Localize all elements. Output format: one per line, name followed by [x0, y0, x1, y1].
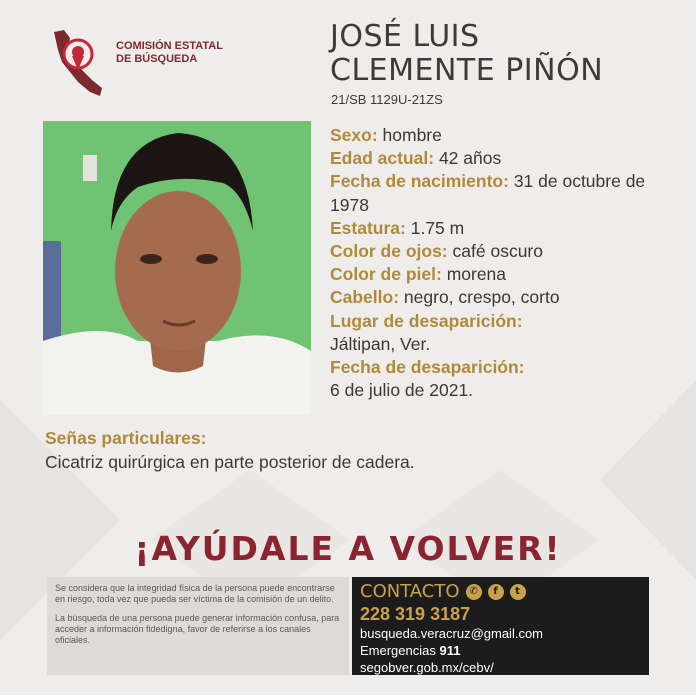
nacimiento-label: Fecha de nacimiento: — [330, 171, 509, 192]
detail-cabello — [330, 286, 670, 309]
detail-nacimiento — [330, 170, 670, 216]
contact-title: CONTACTO — [360, 581, 460, 602]
cabello-label: Cabello: — [330, 287, 400, 308]
case-id: 21/SB 1129U-21ZS — [331, 92, 443, 107]
sexo-label: Sexo: — [330, 125, 378, 145]
senas-label: Señas particulares: — [45, 428, 207, 448]
detail-ojos — [330, 240, 670, 263]
veracruz-map-pin-icon — [48, 28, 118, 100]
contact-email[interactable]: busqueda.veracruz@gmail.com — [360, 626, 544, 641]
contact-box — [352, 577, 649, 675]
lugar-value: Jáltipan, Ver. — [330, 333, 431, 354]
facebook-icon[interactable]: f — [488, 584, 504, 600]
ojos-value: café oscuro — [452, 241, 543, 262]
cabello-value: negro, crespo, corto — [403, 287, 560, 308]
fecha-desap-label: Fecha de desaparición: — [330, 357, 525, 378]
edad-label: Edad actual: — [330, 148, 435, 169]
estatura-label: Estatura: — [330, 217, 406, 238]
detail-piel — [330, 263, 670, 286]
name-line1: JOSÉ LUIS — [330, 19, 480, 54]
estatura-value: 1.75 m — [410, 217, 465, 238]
contact-web[interactable]: segobver.gob.mx/cebv/ — [360, 660, 494, 675]
detail-sexo — [330, 124, 670, 147]
nacimiento-value: 31 de octubre de 1978 — [330, 171, 646, 215]
person-name — [330, 20, 670, 88]
logo-text — [116, 40, 223, 66]
piel-value: morena — [446, 264, 507, 285]
details-panel — [330, 124, 670, 402]
senas-text: Cicatriz quirúrgica en parte posterior de cadera. — [45, 452, 415, 472]
fecha-desap-value: 6 de julio de 2021. — [330, 380, 474, 401]
contact-emergencias — [360, 642, 641, 659]
piel-label: Color de piel: — [330, 264, 442, 285]
edad-value: 42 años — [438, 148, 502, 169]
detail-edad — [330, 147, 670, 170]
disclaimer-p1: Se considera que la integridad física de la persona puede encontrarse en riesgo, toda vez que pueda ser víctima de la comisión de un delito. — [55, 583, 335, 604]
disclaimer-p2: La búsqueda de una persona puede generar información confusa, para acceder a información fidedigna, favor de referirse a los canales oficiales. — [55, 613, 340, 645]
logo-line1: COMISIÓN ESTATAL — [116, 40, 223, 52]
call-to-action: ¡AYÚDALE A VOLVER! — [134, 529, 562, 568]
detail-fecha-label — [330, 356, 670, 379]
person-photo — [43, 121, 311, 415]
twitter-icon[interactable]: t — [510, 584, 526, 600]
emergencias-label: Emergencias — [360, 643, 436, 658]
contact-phone[interactable]: 228 319 3187 — [360, 604, 471, 624]
sexo-value: hombre — [382, 125, 442, 145]
lugar-label: Lugar de desaparición: — [330, 310, 523, 331]
contact-title-row — [360, 581, 641, 603]
senas-particulares — [45, 426, 665, 474]
ojos-label: Color de ojos: — [330, 241, 448, 262]
name-line2: CLEMENTE PIÑÓN — [330, 53, 604, 88]
detail-lugar-label — [330, 310, 670, 333]
disclaimer-box — [47, 577, 349, 675]
detail-estatura — [330, 217, 670, 240]
logo-line2: DE BÚSQUEDA — [116, 53, 198, 65]
emergencias-number[interactable]: 911 — [439, 643, 461, 658]
phone-icon[interactable]: ✆ — [466, 584, 482, 600]
